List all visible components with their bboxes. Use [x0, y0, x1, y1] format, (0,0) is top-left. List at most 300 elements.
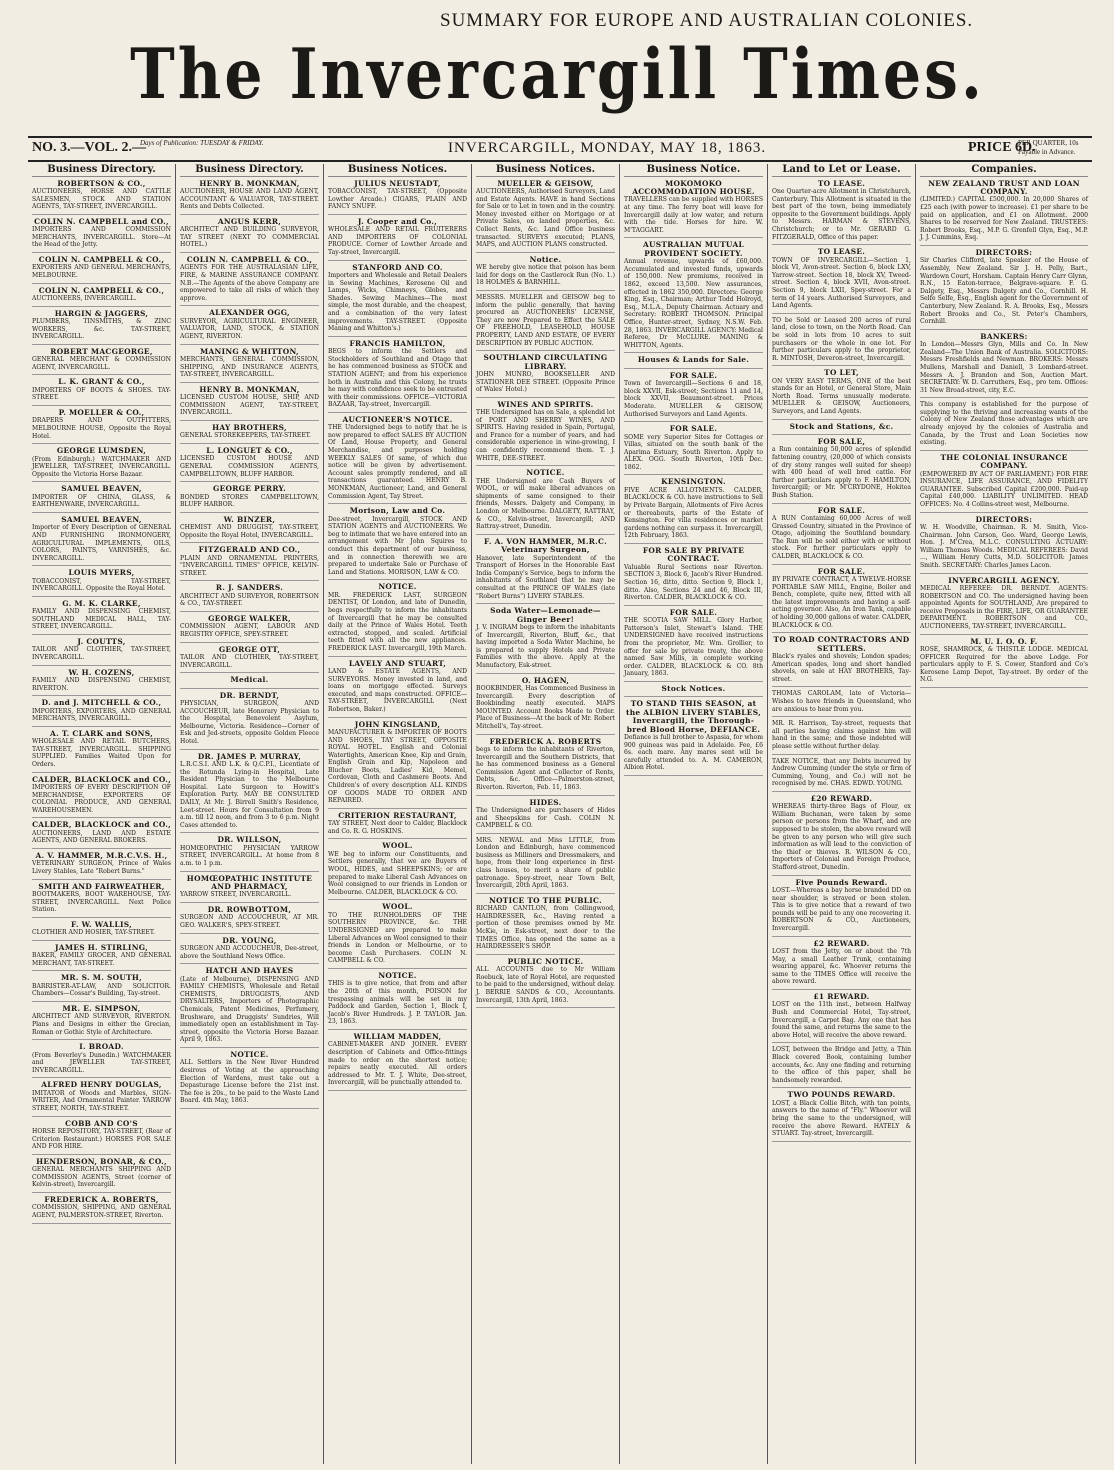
advertisement	[180, 218, 319, 253]
advertisement-heading: HENRY B. MONKMAN,	[199, 178, 300, 188]
advertisement-heading: Stock Notices.	[661, 683, 726, 693]
advertisement-heading: TO LEASE.	[817, 247, 866, 257]
advertisement-heading: DR. JAMES P. MURRAY,	[197, 751, 302, 761]
advertisement-body: (EMPOWERED BY ACT OF PARLIAMENT.) FOR FIRE INSURANCE, LIFE ASSURANCE, AND FIDELITY GUARANTEE. Subscribed Capital £200,000. Paid-up Capital £40,000. LIABILITY UNLIMITED. HEAD OFFICES: No. 4 Collins-street west, Melbourne.	[920, 470, 1088, 509]
advertisement-heading: WINES AND SPIRITS.	[497, 399, 594, 409]
advertisement-heading: MR. S. M. SOUTH,	[60, 973, 143, 983]
advertisement-body: THE Undersigned has on Sale, a splendid lot of PORT AND SHERRY WINES, AND SPIRITS. Having resided in Spain, Portugal, and France for a number of years, and had considerable experience in wine-growing, I can confidently recommend them. T. J. WHITE, DEE-STREET.	[476, 409, 615, 462]
advertisement-heading: TWO POUNDS REWARD.	[787, 1090, 896, 1100]
advertisement-heading: O. HAGEN,	[521, 675, 570, 685]
advertisement-body: FIVE ACRE ALLOTMENTS. CALDER, BLACKLOCK & CO. have instructions to Sell by Private Bargain, Allotments of Five Acres or thereabouts, parts of the Estate of Kensington. For villa residences or market gardens nothing can surpass it. Invercargill, 12th February, 1863.	[624, 486, 763, 540]
advertisement-heading: FOR SALE.	[817, 505, 866, 515]
advertisement-heading: Houses & Lands for Sale.	[637, 355, 750, 365]
advertisement-heading: Soda Water—Lemonade—Ginger Beer!	[490, 606, 601, 624]
advertisement-heading: SOUTHLAND CIRCULATING LIBRARY.	[483, 353, 608, 371]
advertisement-body: begs to inform the inhabitants of Riverton, Invercargill and the Southern Districts, that he has commenced business as a General Commission Agent and Collector of Rents, Debts, &c. Office—Palmerston-street, Riverton. Riverton, Feb. 11, 1863.	[476, 745, 615, 791]
advertisement-body: HOMŒOPATHIC PHYSICIAN YARROW STREET, INVERCARGILL. At home from 8 a.m. to 1 p.m.	[180, 844, 319, 867]
advertisement	[180, 906, 319, 934]
advertisement	[476, 180, 615, 253]
advertisement	[180, 836, 319, 871]
advertisement	[32, 883, 171, 918]
advertisement-heading: G. M. K. CLARKE,	[62, 598, 141, 608]
advertisement-body: TOWN OF INVERCARGILL—Section 1, block VI, Avon-street. Section 6, block LXV, Yarrow-street. Section 18, block XV, Tweed-street. Section 4, block XVII, Avon-street. Section 9, block LXII, Spey-street. For a term of 14 years. Authorised Surveyors, and Land Agents.	[772, 256, 911, 310]
advertisement-body: BARRISTER-AT-LAW, AND SOLICITOR. Chambers—Cossar's Building, Tay-street.	[32, 982, 171, 998]
advertisement	[180, 615, 319, 643]
advertisement-heading: ALFRED HENRY DOUGLAS,	[41, 1080, 162, 1090]
advertisement-body: MANUFACTURER & IMPORTER OF BOOTS AND SHOES, TAY STREET, OPPOSITE ROYAL HOTEL. English and Colonial Watertights, American Knee, Kip and Grain, English Grain and Kip, Napoleon and Blucher Boots, Ladies' Kid, Memel, Cordovan, Cloth and Cashmere Boots. And Children's of every description ALL KINDS OF GOODS MADE TO ORDER AND REPAIRED.	[328, 728, 467, 805]
advertisement	[920, 249, 1088, 330]
newspaper-title: The Invercargill Times.	[130, 34, 985, 116]
advertisement-heading: DR. BERNDT,	[219, 690, 280, 700]
advertisement-body: ARCHITECT AND SURVEYOR, RIVERTON. Plans and Designs in either the Grecian, Roman or Gothic Style of Architecture.	[32, 1013, 171, 1036]
advertisement-body: IMPORTER OF CHINA, GLASS, & EARTHENWARE, INVERCARGILL.	[32, 493, 171, 509]
advertisement-body: TRAVELLERS can be supplied with HORSES at any time. The ferry boat will leave for Invercargill daily at low water, and return with the tide. Horses for hire. W. M'TAGGART.	[624, 196, 763, 234]
advertisement-heading: WILLIAM MADDEN,	[353, 1031, 442, 1041]
advertisement	[32, 485, 171, 513]
advertisement-body: MR. R. Harrison, Tay-street, requests that all parties having claims against him will hand in the same; and those indebted will please settle without further delay.	[772, 720, 911, 750]
advertisement-body: TAY STREET, Next door to Calder, Blacklock and Co. R. G. HOSKINS.	[328, 820, 467, 835]
advertisement-body: MRS. NEWAL and Miss LITTLE, from London and Edinburgh, have commenced business as Milliners and Dressmakers, and hope, from their long experience in first-class houses, to merit a share of public patronage. Spey-street, near Town Belt, Invercargill, 20th April, 1863.	[476, 836, 615, 890]
advertisement	[32, 730, 171, 773]
advertisement-body: The Undersigned are purchasers of Hides and Sheepskins for Cash. COLIN N. CAMPBELL & CO.	[476, 806, 615, 830]
column-heading: Business Notices.	[476, 166, 615, 177]
advertisement-heading: FITZGERALD AND CO.,	[198, 545, 301, 555]
subscription-price: PER QUARTER, 10s Payable in Advance.	[1018, 139, 1079, 156]
advertisement	[32, 180, 171, 215]
advertisement-heading: £20 REWARD.	[810, 793, 873, 803]
advertisement	[476, 738, 615, 796]
advertisement-body: L.R.C.S.I. AND L.K. & Q.C.P.I., Licentiate of the Rotunda Lying-in Hospital, Late Resident Physician to the Melbourne Hospital. Late Surgeon to Howitt's Exploration Party. MAY BE CONSULTED DAILY, At Mr. J. Birrell Smith's Residence, Leet-street. Hours for Consultation from 9 a.m. till 12 noon, and from 3 to 6 p.m. Night Cases attended to.	[180, 761, 319, 829]
advertisement-body: AUCTIONEERS, Authorised Surveyors, Land and Estate Agents. HAVE in hand Sections for Sale or to Let in town and in the country. Money invested either on Mortgage or at Private Sales, on landed properties, &c. Collect Rents, &c. Land Office business transacted. SURVEYS executed; PLANS, MAPS, and AUCTION PLANS constructed.	[476, 188, 615, 249]
advertisement-heading: HENRY B. MONKMAN,	[199, 384, 300, 394]
advertisement-body: EXPORTERS AND GENERAL MERCHANTS, MELBOURNE.	[32, 264, 171, 279]
advertisement-body: LICENSED CUSTOM HOUSE AND GENERAL COMMISSION AGENTS, CAMPBELLTOWN, BLUFF HARBOR.	[180, 455, 319, 478]
advertisement-columns	[28, 164, 1092, 1464]
advertisement	[32, 638, 171, 666]
advertisement-body: MERCHANTS, GENERAL COMMISSION, SHIPPING, AND INSURANCE AGENTS, TAY-STREET, INVERCARGILL.	[180, 355, 319, 379]
advertisement-heading: JAMES H. STIRLING,	[55, 942, 148, 952]
summary-banner: SUMMARY FOR EUROPE AND AUSTRALIAN COLONIES.	[440, 10, 974, 31]
advertisement	[180, 1051, 319, 1109]
advertisement	[32, 1120, 171, 1155]
advertisement	[328, 1033, 467, 1091]
advertisement-heading: W. H. COZENS,	[68, 667, 135, 677]
advertisement	[772, 795, 911, 876]
advertisement-heading: INVERCARGILL AGENCY.	[948, 575, 1060, 585]
advertisement	[32, 1196, 171, 1224]
advertisement-body: COMMISSION, SHIPPING, AND GENERAL AGENT, PALMERSTON-STREET, Riverton.	[32, 1204, 171, 1219]
advertisement	[32, 974, 171, 1002]
advertisement-heading: ANGUS KERR,	[217, 216, 282, 226]
advertisement-body: ARCHITECT AND BUILDING SURVEYOR, TAY STREET (NEXT TO COMMERCIAL HOTEL.)	[180, 226, 319, 249]
advertisement-body: SURGEON AND ACCOUCHEUR, AT MR. GEO. WALKER'S, SPEY-STREET.	[180, 914, 319, 929]
advertisement-heading: MOKOMOKO ACCOMMODATION HOUSE.	[632, 178, 755, 196]
advertisement-heading: FOR SALE BY PRIVATE CONTRACT.	[642, 546, 745, 564]
advertisement	[476, 837, 615, 894]
advertisement-body: CABINET-MAKER AND JOINER. EVERY description of Cabinets and Office-fittings made to order on the shortest notice; repairs neatly executed. All orders addressed to Mr. T. J. White, Dee-street, Invercargill, will be punctually attended to.	[328, 1041, 467, 1087]
advertisement	[772, 369, 911, 419]
advertisement	[180, 967, 319, 1048]
advertisement-body: PLUMBERS, TINSMITHS, & ZINC WORKERS, &c. TAY-STREET, INVERCARGILL.	[32, 317, 171, 341]
advertisement	[476, 538, 615, 604]
advertisement-body: TAILOR AND CLOTHIER, TAY-STREET, INVERCARGILL.	[32, 646, 171, 662]
advertisement-body: BONDED STORES CAMPBELLTOWN, BLUFF HARBOR.	[180, 493, 319, 509]
advertisement	[624, 685, 763, 697]
advertisement-body: Town of Invercargill—Sections 6 and 18, block XXVII, Esk-street; Sections 11 and 14, block XXVII, Beaumont-street. Prices Moderate. MUELLER & GEISOW, Authorised Surveyors and Land Agents.	[624, 380, 763, 418]
advertisement-body: Sir Charles Clifford, late Speaker of the House of Assembly, New Zealand. Sir J. H. Pelly, Bart., Wardown Court, Horsham. Captain Henry Carr Glynn, R.N., 15 Eaton-terrace, Belgrave-square. F. G. Dalgety, Esq., Messrs Dalgety and Co., Cornhill. H. Selfe Selfe, Esq., English agent for the Government of Canterbury, New Zealand. R. A. Brooks, Esq., Messrs Robert Brooks and Co., St. Peter's Chambers, Cornhill.	[920, 257, 1088, 326]
advertisement-body: TOBACCONIST, TAY-STREET, (Opposite Lowther Arcade.) CIGARS, PLAIN AND FANCY SNUFF.	[328, 188, 467, 211]
advertisement-heading: NOTICE.	[378, 582, 417, 592]
advertisement-heading: MR. E. SIMPSON,	[62, 1003, 141, 1013]
advertisement	[32, 516, 171, 566]
column-heading: Business Directory.	[32, 166, 171, 177]
advertisement	[772, 1091, 911, 1141]
advertisement-body: IMITATOR of Woods and Marbles, SIGN-WRITER, And Ornamental Painter. YARROW STREET, NORTH, TAY-STREET.	[32, 1089, 171, 1112]
advertisement-heading: DR. WILLSON,	[217, 835, 282, 845]
advertisement-body: YARROW STREET, INVERCARGILL.	[180, 891, 292, 899]
volume-number: NO. 3.—VOL. 2.—	[32, 140, 147, 155]
advertisement-heading: COLIN N. CAMPBELL & CO.,	[38, 254, 165, 264]
advertisement-heading: TO ROAD CONTRACTORS AND SETTLERS.	[773, 635, 910, 653]
publication-days: Days of Publication: TUESDAY & FRIDAY.	[140, 139, 264, 147]
advertisement-body: TO be Sold or Leased 200 acres of rural land, close to town, on the North Road. Can be sold in lots from 10 acres to suit purchasers or the whole in one lot. For further particulars apply to the proprietor, R. MINTOSH, Deveron-street, Invercargill.	[772, 316, 911, 362]
advertisement	[328, 842, 467, 900]
advertisement-heading: L. LONGUET & CO.,	[206, 445, 293, 455]
advertisement-body: LOST, between the Bridge and Jetty, a Thin Black covered Book, containing lumber accounts, &c. Any one finding and returning to the office of this paper, shall be handsomely rewarded.	[772, 1046, 911, 1084]
advertisement	[624, 356, 763, 368]
advertisement	[920, 638, 1088, 688]
advertisement-body: A RUN Containing 60,000 Acres of well Grassed Country, situated in the Province of Otago, adjoining the Southland boundary. The Run will be sold either with or without stock. For further particulars apply to CALDER, BLACKLOCK & CO.	[772, 515, 911, 560]
advertisement	[624, 372, 763, 422]
advertisement	[476, 256, 615, 291]
advertisement-body: (From Beverley's Dunedin.) WATCHMAKER and JEWELLER TAY-STREET, INVERCARGILL.	[32, 1051, 171, 1074]
advertisement-heading: MUELLER & GEISOW,	[497, 178, 594, 188]
advertisement-heading: ALEXANDER OGG,	[209, 308, 290, 318]
advertisement	[328, 721, 467, 809]
advertisement	[328, 264, 467, 337]
advertisement	[180, 676, 319, 688]
advertisement	[32, 409, 171, 444]
advertisement	[772, 317, 911, 367]
advertisement-heading: Medical.	[230, 675, 269, 685]
advertisement-heading: NOTICE.	[378, 970, 417, 980]
advertisement-body: RICHARD CANTLON, from Collingwood, HAIRDRESSER, &c., Having rented a portion of those premises owned by Mr. McKie, in Esk-street, next door to the TIMES Office, has opened the same as a HAIRDRESSER'S SHOP.	[476, 905, 615, 951]
advertisement-body: TAKE NOTICE, that any Debts incurred by Andrew Cumming (under the style or firm of Cumming, Young, and Co.) will not be recognised by me. CHAS. EDWD. YOUNG.	[772, 757, 911, 788]
advertisement-heading: CRITERION RESTAURANT,	[338, 810, 457, 820]
advertisement	[32, 378, 171, 406]
advertisement-heading: KENSINGTON.	[661, 477, 726, 487]
advertisement-body: GENERAL STOREKEEPERS, TAY-STREET.	[180, 432, 311, 440]
advertisement-heading: J. COUTTS,	[77, 637, 126, 647]
advertisement-body: MEDICAL REFEREE: DR. BERNDT. AGENTS: ROBERTSON and CO. The undersigned having been appointed Agents for SOUTHLAND, Are prepared to receive Proposals in the FIRE, LIFE, OR GUARANTEE DEPARTMENT. ROBERTSON and CO., AUCTIONEERS, TAY-STREET, INVERCARGILL.	[920, 585, 1088, 630]
advertisement	[772, 248, 911, 314]
advertisement-body: ALL ACCOUNTS due to Mr William Roebuck, late of Royal Hotel, are requested to be paid to the undersigned, without delay. J. BERRIE SANDS & CO., Accountants. Invercargill, 13th April, 1863.	[476, 966, 615, 1004]
advertisement-body: MESSRS. MUELLER and GEISOW beg to inform the public generally, that having procured an AUCTIONEERS' LICENSE, They are now Prepared to Effect the SALE OF FREEHOLD, LEASEHOLD, HOUSE PROPERTY, LAND AND ESTATE, OF EVERY DESCRIPTION BY PUBLIC AUCTION.	[476, 293, 615, 347]
advertisement	[32, 821, 171, 849]
advertisement-body: Defiance is full brother to Aspasia, for whom 900 guineas was paid in Adelaide. Fee, £6 6s. each mare. Any mares sent will be carefully attended to. A. M. CAMERON, Albion Hotel.	[624, 734, 763, 772]
advertisement	[32, 1005, 171, 1040]
advertisement	[32, 1081, 171, 1116]
advertisement-body: BOOTMAKERS, BOOT WAREHOUSE, TAY-STREET, INVERCARGILL. Next Police Station.	[32, 891, 171, 914]
advertisement	[476, 677, 615, 735]
advertisement	[180, 348, 319, 383]
advertisement	[772, 568, 911, 634]
advertisement-heading: WOOL.	[382, 841, 413, 851]
advertisement-heading: COLIN N. CAMPBELL & CO.,	[38, 285, 165, 295]
advertisement-body: AGENTS FOR THE AUSTRALASIAN LIFE, FIRE, & MARINE ASSURANCE COMPANY. N.B.—The Agents of the above Company are empowered to take all risks of which they approve.	[180, 264, 319, 302]
advertisement-body: TO THE RUNHOLDERS OF THE SOUTHERN PROVINCE, &c. THE UNDERSIGNED are prepared to make Liberal Advances on Wool consigned to their friends in London or Melbourne, or to become Cash Purchasers. COLIN N. CAMPBELL & CO.	[328, 911, 467, 965]
advertisement	[476, 401, 615, 467]
advertisement	[180, 309, 319, 344]
advertisement-heading: JULIUS NEUSTADT,	[354, 178, 441, 188]
advertisement-heading: BANKERS:	[980, 331, 1028, 341]
advertisement-heading: AUSTRALIAN MUTUAL PROVIDENT SOCIETY.	[643, 240, 744, 258]
advertisement-body: THOMAS CAROLAM, late of Victoria—Wishes to have friends in Queensland, who are anxious to hear from you.	[772, 690, 911, 713]
advertisement	[180, 485, 319, 513]
advertisement-heading: FOR SALE,	[817, 437, 866, 447]
advertisement-body: GENERAL MERCHANTS SHIPPING AND COMMISSION AGENTS, Street (corner of Kelvin-street), Invercargill.	[32, 1166, 171, 1189]
advertisement-heading: COLIN N. CAMPBELL & CO.,	[186, 254, 313, 264]
advertisement	[624, 425, 763, 475]
advertisement-body: HORSE REPOSITORY, TAY-STREET, (Rear of Criterion Restaurant.) HORSES FOR SALE AND FOR HIRE.	[32, 1127, 171, 1151]
advertisement-heading: CALDER, BLACKLOCK and CO.,	[32, 774, 171, 784]
advertisement	[180, 447, 319, 482]
advertisement-body: In London—Messrs Glyn, Mills and Co. In New Zealand—The Union Bank of Australia. SOLICITORS: Messrs Freshfields and Newman. BROKERS: Messrs Mullens, Marshall and Daniell, 3 Lombard-street. Messrs A. J. Brandon and Son, Auction Mart. SECRETARY: W. D. Carruthers, Esq., pro tem. Offices: 31 New Broad-street, city, E.C.	[920, 341, 1088, 394]
advertisement	[32, 852, 171, 880]
advertisement	[920, 401, 1088, 451]
advertisement	[772, 438, 911, 504]
advertisement	[328, 180, 467, 215]
column-heading: Business Notices.	[328, 166, 467, 177]
advertisement-body: Valuable Rural Sections near Riverton. SECTION 3, Block 6, Jacob's River Hundred. Section 16, ditto, ditto. Section 9, Block 1, ditto. Also, Sections 24 and 46, Block III, Riverton. CALDER, BLACKLOCK & CO.	[624, 563, 763, 602]
advertisement-heading: CALDER, BLACKLOCK and CO.,	[32, 820, 171, 830]
advertisement-heading: SMITH AND FAIRWEATHER,	[38, 881, 165, 891]
advertisement-body: IMPORTERS AND COMMISSION MERCHANTS, INVERCARGILL. Store—At the Head of the Jetty.	[32, 226, 171, 249]
advertisement-body: Dee-street, Invercargill, STOCK AND STATION AGENTS and AUCTIONEERS. We beg to intimate that we have entered into an arrangement with Mr John Squires to conduct this department of our business, and in connection therewith we are prepared to undertake Sale or Purchase of Land and Stations. MORISON, LAW & CO.	[328, 515, 467, 576]
advertisement-body: This company is established for the purpose of supplying to the thriving and increasing wants of the Colony of New Zealand those advantages which are already enjoyed by the colonies of Australia and Canada, by the Trust and Loan Societies now existing.	[920, 401, 1088, 447]
advertisement-heading: GEORGE LUMSDEN,	[56, 446, 147, 456]
column-heading: Business Directory.	[180, 166, 319, 177]
advertisement-heading: F. W. WALLIS,	[71, 919, 132, 929]
advertisement-heading: HENDERSON, BONAR, & CO.,	[36, 1156, 167, 1166]
advertisement-heading: HARGIN & JAGGERS,	[54, 308, 149, 318]
advertisement	[180, 692, 319, 750]
advertisement	[32, 310, 171, 345]
advertisement-body: TOBACCONIST, TAY-STREET, INVERCARGILL. Opposite the Royal Hotel.	[32, 577, 171, 593]
advertisement-heading: AUCTIONEER'S NOTICE.	[342, 414, 453, 424]
advertisement	[476, 354, 615, 398]
advertisement	[624, 478, 763, 544]
advertisement	[32, 600, 171, 635]
advertisement-body: LICENSED CUSTOM HOUSE, SHIP, AND COMMISSION AGENT, TAY-STREET, INVERCARGILL.	[180, 394, 319, 417]
advertisement-body: LOST from the Jetty, on or about the 7th May, a small Leather Trunk, containing wearing apparel, &c. Whoever returns the same to the TIMES Office will receive the above reward.	[772, 948, 911, 986]
advertisement-heading: DIRECTORS:	[975, 514, 1033, 524]
advertisement	[772, 690, 911, 717]
advertisement	[32, 944, 171, 972]
advertisement	[920, 333, 1088, 399]
advertisement	[328, 218, 467, 261]
advertisement-body: IMPORTERS OF BOOTS & SHOES. TAY-STREET.	[32, 386, 171, 402]
advertisement-body: TAILOR AND CLOTHIER, TAY-STREET, INVERCARGILL.	[180, 654, 319, 669]
advertisement-heading: A. V. HAMMER, M.R.C.V.S. H.,	[35, 851, 168, 860]
advertisement-heading: TO STAND THIS SEASON, at the ALBION LIVERY STABLES, Invercargill, the Thorough-bred Blood Horse, DEFIANCE.	[626, 699, 761, 734]
advertisement	[32, 447, 171, 482]
issue-price: PRICE 6D.	[968, 140, 1036, 155]
advertisement-heading: F. A. VON HAMMER, M.R.C. Veterinary Surgeon,	[484, 536, 607, 555]
advertisement-body: WE beg to inform our Constituents, and Settlers generally, that we are Buyers of WOOL, HIDES, and SHEEPSKINS; or are prepared to make Liberal Cash Advances on Wool consigned to our friends in London or Melbourne. CALDER, BLACKLOCK & CO.	[328, 850, 467, 896]
advertisement-heading: ROBERTSON & CO.,	[57, 178, 146, 188]
advertisement-body: IMPORTERS OF EVERY DESCRIPTION OF MERCHANDISE, EXPORTERS OF COLONIAL PRODUCE, AND GENERAL WAREHOUSEMEN.	[32, 784, 171, 814]
advertisement-heading: HAY BROTHERS,	[212, 422, 287, 432]
advertisement-body: ARCHITECT AND SURVEYOR, ROBERTSON & CO., TAY-STREET.	[180, 592, 319, 608]
advertisement-heading: Morison, Law and Co.	[349, 506, 446, 516]
advertisement-body: ALL Settlers in the New River Hundred desirous of Voting at the approaching Election of Wardens, must take out a Depasturage License before the 21st inst. The fee is 20s., to be paid to the Waste Land Board. 4th May, 1863.	[180, 1059, 319, 1105]
advertisement	[920, 577, 1088, 635]
column-2	[176, 164, 324, 1464]
advertisement	[476, 469, 615, 535]
advertisement-body: CHEMIST AND DRUGGIST, TAY-STREET, Opposite the Royal Hotel, INVERCARGILL.	[180, 524, 319, 539]
advertisement	[772, 720, 911, 754]
advertisement	[920, 454, 1088, 513]
column-1	[28, 164, 176, 1464]
advertisement-heading: HATCH AND HAYES	[205, 966, 294, 976]
advertisement-heading: Notice.	[529, 254, 562, 264]
advertisement	[180, 256, 319, 306]
advertisement	[32, 776, 171, 819]
advertisement	[476, 958, 615, 1008]
column-heading: Business Notice.	[624, 166, 763, 177]
advertisement-body: Annual revenue, upwards of £60,000. Accumulated and invested funds, upwards of 150,000. New premiums, received in 1862, exceed 13,500. New assurances, effected in 1862 350,000. Directors: George King, Esq., Chairman; Arthur Todd Holroyd, Esq., M.L.A., Deputy Chairman. Actuary and Secretary: ROBERT THOMSON. Principal Office, Hunter-street, Sydney, N.S.W. Feb. 28, 1863. INVERCARGILL AGENCY: Medical Referee, Dr McCLURE. MANING & WHITTON, Agents.	[624, 258, 763, 349]
advertisement	[32, 256, 171, 284]
advertisement-body: BEGS to inform the Settlers and Stockholders of Southland and Otago that he has commenced business as STOCK and STATION AGENT; and from his experience both in Australia and this Colony, he trusts he may with confidence seek to be entrusted with their commissions. OFFICE—VICTORIA BAZAAR, Tay-street, Invercargill.	[328, 348, 467, 409]
column-heading: Land to Let or Lease.	[772, 166, 911, 177]
advertisement-body: ON VERY EASY TERMS, ONE of the best stands for an Hotel, or General Store, Main North Road. Terms unusually moderate. MUELLER & GEISOW, Auctioneers, Surveyors, and Land Agents.	[772, 377, 911, 416]
advertisement	[772, 507, 911, 565]
advertisement-heading: COLIN N. CAMPBELL and CO.,	[34, 216, 169, 226]
column-5	[620, 164, 768, 1464]
advertisement	[624, 700, 763, 776]
advertisement	[32, 1158, 171, 1193]
advertisement-heading: LOUIS MYERS,	[68, 568, 135, 578]
advertisement-heading: NOTICE.	[526, 468, 565, 478]
advertisement-heading: R. J. SANDERS.	[215, 583, 284, 593]
advertisement-body: AUCTIONEERS, INVERCARGILL.	[32, 294, 137, 302]
advertisement-body: FAMILY AND DISPENSING CHEMIST, SOUTHLAND MEDICAL HALL, TAY-STREET, INVERCARGILL.	[32, 608, 171, 631]
advertisement	[624, 547, 763, 606]
advertisement	[180, 937, 319, 965]
advertisement-heading: NOTICE TO THE PUBLIC.	[489, 895, 602, 905]
advertisement	[180, 516, 319, 544]
advertisement	[180, 753, 319, 834]
advertisement-heading: NEW ZEALAND TRUST AND LOAN COMPANY.	[928, 178, 1080, 196]
advertisement	[772, 940, 911, 990]
advertisement-body: LOST.—Whereas a bay horse branded DD on near shoulder, is strayed or been stolen. This is to give notice that a reward of two pounds will be paid to any one recovering it. ROBERTSON & CO., Auctioneers, Invercargill.	[772, 887, 911, 932]
advertisement	[772, 879, 911, 937]
advertisement-body: ROSE, SHAMROCK, & THISTLE LODGE. MEDICAL OFFICER Required for the above Lodge. For particulars apply to F. S. Cower, Stanford and Co's Kerosene Lamp Depot, Tay-street. By order of the N.G.	[920, 645, 1088, 684]
advertisement-body: BY PRIVATE CONTRACT, A TWELVE-HORSE PORTABLE SAW MILL, Engine, Boiler and Bench, complete, quite new, fitted with all the latest improvements and having a self-acting governor. Also, An Iron Tank, capable of holding 30,000 gallons of water. CALDER, BLACKLOCK & CO.	[772, 576, 911, 629]
advertisement-body: Importers and Wholesale and Retail Dealers in Sewing Machines, Kerosene Oil and Lamps, Wicks, Chimneys, Globes, and Shades. Sewing Machines—The most simple, the most durable, and the cheapest, and a combination of the very latest improvements. TAY-STREET. (Opposite Maning and Whitton's.)	[328, 271, 467, 333]
advertisement	[772, 180, 911, 246]
advertisement	[328, 583, 467, 656]
advertisement	[772, 758, 911, 792]
advertisement-body: MR. FREDERICK LAST, SURGEON DENTIST, Of London, and late of Dunedin, begs respectfully to inform the inhabitants of Invercargill that he may be consulted daily at the Prince of Wales Hotel. Teeth extracted, stopped, and scaled. Artificial teeth fitted with all the new appliances. FREDERICK LAST. Invercargill, 19th March.	[328, 591, 467, 652]
column-3	[324, 164, 472, 1464]
advertisement-heading: A. T. CLARK and SONS,	[50, 728, 153, 738]
advertisement-heading: JOHN KINGSLAND,	[354, 719, 441, 729]
advertisement-body: AUCTIONEERS, HORSE AND CATTLE SALESMEN, STOCK AND STATION AGENTS, TAY-STREET, INVERCARGILL.	[32, 188, 171, 211]
column-heading: Companies.	[920, 166, 1088, 177]
advertisement-body: Hanover, late Superintendent of the Transport of Horses in the Honorable East India Company's Service, begs to inform the inhabitants of Southland that he may be consulted at the PRINCE OF WALES (late "Robert Burns") LIVERY STABLES.	[476, 554, 615, 600]
advertisement-body: WHOLESALE AND RETAIL FRUITERERS AND IMPORTERS OF COLONIAL PRODUCE. Corner of Lowther Arcade and Tay-street, Invercargill.	[328, 226, 467, 256]
advertisement	[476, 897, 615, 955]
advertisement-heading: PUBLIC NOTICE.	[507, 956, 584, 966]
advertisement-heading: MANING & WHITTON,	[200, 346, 299, 356]
advertisement-body: SURGEON AND ACCOUCHEUR, Dee-street, above the Southland News Office.	[180, 944, 319, 960]
column-4	[472, 164, 620, 1464]
advertisement-heading: COBB AND CO'S	[65, 1118, 138, 1128]
column-7	[916, 164, 1092, 1464]
advertisement	[32, 348, 171, 376]
advertisement-heading: FOR SALE.	[817, 566, 866, 576]
advertisement-body: PLAIN AND ORNAMENTAL PRINTERS, "INVERCARGILL TIMES" OFFICE, KELVIN-STREET.	[180, 554, 319, 577]
advertisement-body: Importer of Every Description of GENERAL AND FURNISHING IRONMONGERY, AGRICULTURAL IMPLEMENTS, OILS, COLORS, PAINTS, VARNISHES, &c. INVERCARGILL.	[32, 524, 171, 562]
advertisement	[328, 507, 467, 580]
advertisement-body: LAND & ESTATE AGENTS, AND SURVEYORS. Money invested in land, and loans on mortgage effected. Surveys executed, and maps constructed. OFFICE—TAY-STREET, INVERCARGILL (Next Robertson, Baker.)	[328, 667, 467, 713]
advertisement-body: LOST, a Black Collie Bitch, with tan points, answers to the name of "Fly." Whoever will bring the same to the undersigned, will receive the above Reward. HATELY & STUART. Tay-street, Invercargill.	[772, 1099, 911, 1138]
advertisement-heading: DIRECTORS:	[975, 247, 1033, 257]
advertisement-heading: ROBERT MACGEORGE,	[50, 346, 153, 356]
advertisement	[476, 607, 615, 673]
advertisement-body: VETERINARY SURGEON, Prince of Wales Livery Stables, Late "Robert Burns."	[32, 860, 171, 875]
advertisement	[32, 287, 171, 307]
advertisement-body: Black's ryales and shovels; London spades; American spades, long and short handled shovels, on sale at HAY BROTHERS, Tay-street.	[772, 652, 911, 683]
advertisement	[772, 423, 911, 435]
advertisement-heading: J. Cooper and Co.,	[357, 216, 438, 226]
advertisement-body: (Late of Melbourne), DISPENSING AND FAMILY CHEMISTS, Wholesale and Retail CHEMISTS, DRUGGISTS, AND DRYSALTERS, Importers of Photographic Chemicals, Patent Medicines, Perfumery, Brushware, and Druggists' Sundries, Will immediately open an establishment in Tay-street, opposite the Victoria Horse Bazaar. April 9, 1863.	[180, 975, 319, 1044]
advertisement-heading: L. K. GRANT & CO.,	[58, 377, 145, 387]
advertisement-body: WHEREAS thirty-three Bags of Flour, ex William Buchanan, were taken by some person or persons from the Wharf, and are supposed to be stolen, the above reward will be given to any person who will give such information as will lead to the conviction of the thief or thieves. R. WILSON & CO., Importers of Colonial and Foreign Produce, Stafford-street, Dunedin.	[772, 803, 911, 872]
advertisement	[328, 660, 467, 718]
advertisement-heading: FOR SALE.	[669, 424, 718, 434]
advertisement-heading: Five Pounds Reward.	[795, 877, 888, 887]
advertisement-heading: W. BINZER,	[223, 514, 276, 524]
advertisement	[772, 993, 911, 1043]
advertisement-body: AUCTIONEER, HOUSE AND LAND AGENT, ACCOUNTANT & VALUATOR, TAY-STREET. Rents and Debts Collected.	[180, 188, 319, 211]
advertisement-body: THE SCOTIA SAW MILL. Glory Harbor, Patterson's Inlet, Stewart's Island. THE UNDERSIGNED have received instructions from the proprietor, Mr. Wm. Grollier, to offer for sale by private treaty, the above named Saw Mills, in complete working order. CALDER, BLACKLOCK & CO. 8th January, 1863.	[624, 617, 763, 678]
advertisement-body: BAKER, FAMILY GROCER, AND GENERAL MERCHANT, TAY-STREET.	[32, 952, 171, 967]
advertisement	[772, 636, 911, 687]
advertisement-body: J. V. INGRAM begs to inform the inhabitants of Invercargill, Riverton, Bluff, &c., that having imported a Soda Water Machine, he is prepared to supply Hotels and Private Families with the above. Apply at the Manufactory, Esk-street.	[476, 624, 615, 669]
advertisement	[624, 180, 763, 239]
advertisement-heading: £2 REWARD.	[813, 938, 870, 948]
advertisement	[328, 903, 467, 969]
advertisement	[476, 294, 615, 351]
advertisement	[328, 416, 467, 504]
advertisement	[328, 340, 467, 413]
advertisement-heading: GEORGE OTT,	[218, 644, 281, 654]
advertisement	[180, 584, 319, 612]
advertisement-body: CLOTHIER AND HOSIER, TAY-STREET.	[32, 929, 155, 937]
advertisement-body: FAMILY AND DISPENSING CHEMIST, RIVERTON.	[32, 677, 171, 692]
advertisement-heading: HIDES.	[529, 797, 562, 807]
advertisement-body: LOST on the 11th inst., between Halfway Bush and Commercial Hotel, Tay-street, Invercargill, a Carpet Bag. Any one that has found the same, and returns the same to the above Hotel, will receive the above reward.	[772, 1001, 911, 1039]
advertisement-heading: STANFORD AND CO.	[352, 262, 443, 272]
advertisement-heading: FOR SALE.	[669, 607, 718, 617]
advertisement-heading: FRANCIS HAMILTON,	[349, 338, 446, 348]
advertisement	[180, 424, 319, 444]
advertisement-heading: D. and J. MITCHELL & CO.,	[41, 698, 162, 708]
advertisement-heading: SAMUEL BEAVEN,	[61, 514, 142, 524]
